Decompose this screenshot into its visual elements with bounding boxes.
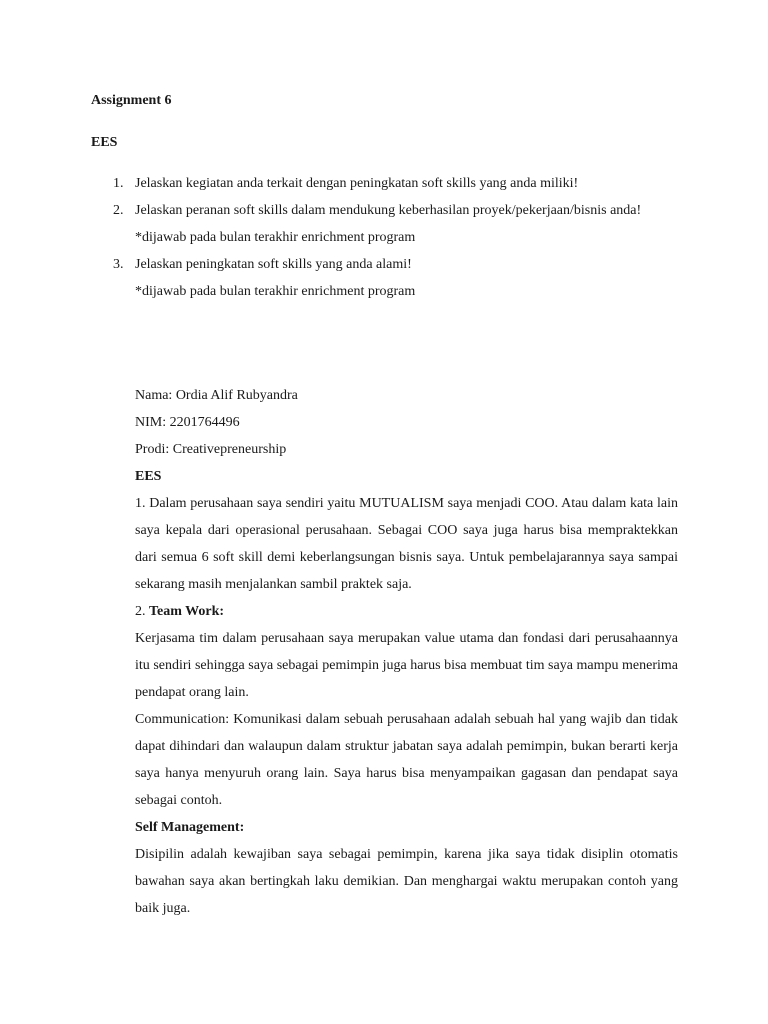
student-name: Nama: Ordia Alif Rubyandra [135,388,298,403]
question-number: 3. [113,257,124,272]
section-heading: EES [91,135,118,150]
communication-paragraph: Communication: Komunikasi dalam sebuah perusahaan adalah sebuah hal yang wajib dan tidak dapat dihindari dan walaupun dalam struktur jabatan saya adalah pemimpin, bukan berarti kerja saya hanya menyuruh orang lain. Saya harus bisa menyampaikan gagasan dan pendapat saya sebagai contoh. [135,712,678,808]
student-prodi: Prodi: Creativepreneurship [135,442,287,457]
question-text: Jelaskan peranan soft skills dalam mendukung keberhasilan proyek/pekerjaan/bisnis anda! [135,203,642,218]
question-number: 1. [113,176,124,191]
student-nim: NIM: 2201764496 [135,415,240,430]
teamwork-heading: Team Work: [149,604,225,619]
question-item [91,251,678,305]
self-management-heading: Self Management: [135,820,245,835]
self-management-paragraph: Disipilin adalah kewajiban saya sebagai pemimpin, karena jika saya tidak disiplin otomatis bawahan saya akan bertingkah laku demikian. Dan menghargai waktu merupakan contoh yang baik juga. [135,847,678,916]
question-item [91,197,678,251]
teamwork-paragraph: Kerjasama tim dalam perusahaan saya merupakan value utama dan fondasi dari perusahaannya itu sendiri sehingga saya sebagai pemimpin juga harus bisa membuat tim saya mampu menerima pendapat orang lain. [135,631,678,700]
question-text: Jelaskan kegiatan anda terkait dengan peningkatan soft skills yang anda miliki! [135,176,579,191]
document-title: Assignment 6 [91,93,172,108]
answer-1: 1. Dalam perusahaan saya sendiri yaitu MUTUALISM saya menjadi COO. Atau dalam kata lain saya kepala dari operasional perusahaan. Sebagai COO saya juga harus bisa mempraktekkan dari semua 6 soft skill demi keberlangsungan bisnis saya. Untuk pembelajarannya saya sampai sekarang masih menjalankan sambil praktek saja. [135,496,678,592]
question-number: 2. [113,203,124,218]
answer-section-heading: EES [135,469,162,484]
answer-section [135,382,678,922]
question-item [91,170,678,197]
question-list [91,170,678,305]
question-note: *dijawab pada bulan terakhir enrichment program [135,230,416,245]
question-text: Jelaskan peningkatan soft skills yang anda alami! [135,257,412,272]
answer-2-heading-line [135,598,678,625]
answer-2-number: 2. [135,604,149,619]
question-note: *dijawab pada bulan terakhir enrichment program [135,284,416,299]
